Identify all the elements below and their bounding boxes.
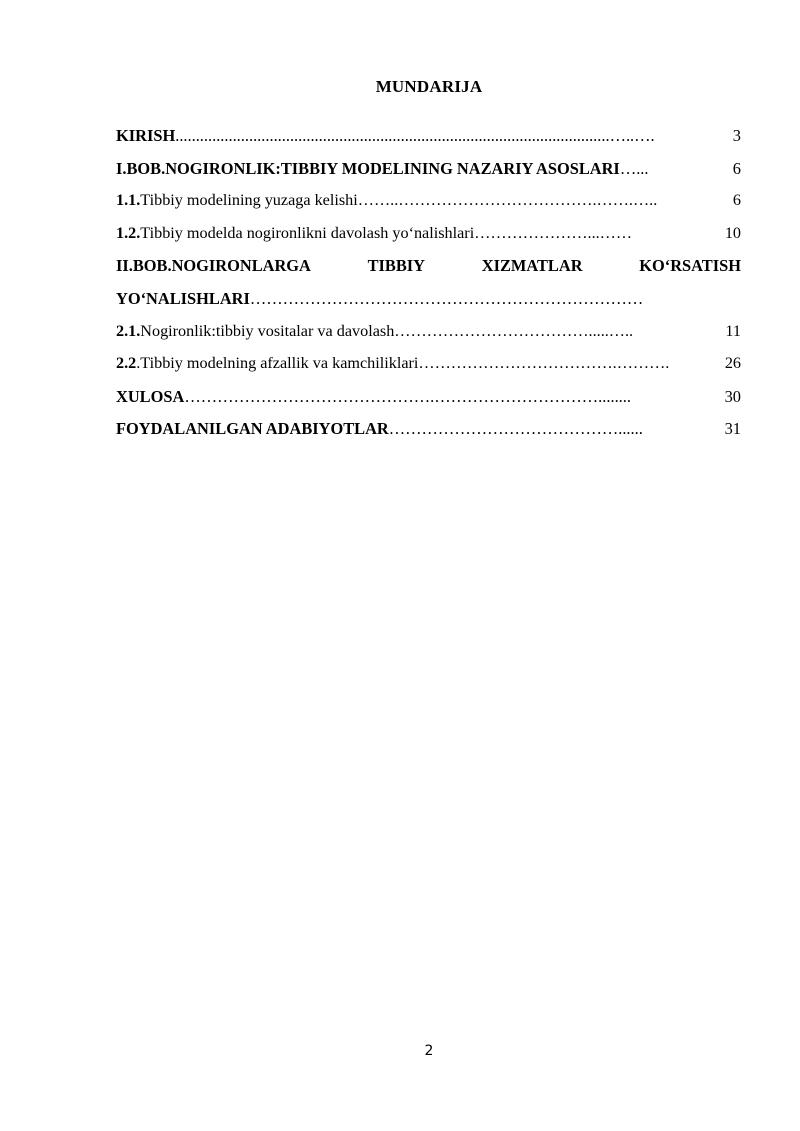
toc-leader-dots: ……………………………….....….. — [394, 321, 634, 340]
toc-leader-dots: …………………...…… — [474, 223, 633, 242]
toc-entry-label: Tibbiy modelda nogironlikni davolash yo‘nalishlari — [140, 223, 475, 242]
chapter-2-word: KO‘RSATISH — [639, 256, 741, 276]
toc-page-number: 26 — [724, 354, 741, 373]
toc-entry-2-1 — [116, 322, 741, 355]
toc-entry-label: YO‘NALISHLARI — [116, 288, 250, 308]
table-of-contents — [116, 126, 741, 452]
toc-entry-chapter-1 — [116, 159, 741, 192]
chapter-2-word: TIBBIY — [367, 256, 426, 276]
toc-page-number: 6 — [732, 158, 741, 178]
toc-entry-1-2 — [116, 224, 741, 257]
toc-entry-chapter-2-line-2 — [116, 289, 741, 322]
toc-page-number: 10 — [724, 223, 741, 242]
toc-entry-references — [116, 419, 741, 452]
toc-leader-dots: ……………………………………….…………………………........ — [184, 386, 631, 406]
toc-section-number: 2.2 — [116, 354, 137, 373]
toc-section-number: 1.1. — [116, 191, 141, 210]
toc-leader-dots: ……………………………………………………………… — [249, 288, 644, 308]
toc-leader-dots: ……………………………………...... — [388, 419, 643, 439]
toc-entry-1-1 — [116, 191, 741, 224]
toc-page-number: 30 — [724, 386, 741, 406]
toc-page-number: 6 — [732, 191, 741, 210]
page-title: MUNDARIJA — [375, 77, 483, 96]
toc-entry-xulosa — [116, 387, 741, 420]
toc-leader-dots: ..........................................................................................................…..…. — [175, 126, 655, 145]
chapter-2-word: XIZMATLAR — [481, 256, 583, 276]
toc-entry-label: KIRISH — [116, 126, 176, 145]
toc-entry-label: FOYDALANILGAN ADABIYOTLAR — [116, 419, 389, 439]
toc-entry-2-2 — [116, 354, 741, 387]
page-number: 2 — [424, 1043, 434, 1059]
toc-page-number: 3 — [732, 126, 741, 145]
toc-section-number: 2.1. — [116, 321, 141, 340]
toc-entry-label: .Tibbiy modelning afzallik va kamchiliklari — [136, 354, 419, 373]
toc-entry-label: I.BOB.NOGIRONLIK:TIBBIY MODELINING NAZARIY ASOSLARI — [116, 158, 620, 178]
toc-leader-dots: ……..……………………………….…….….. — [357, 191, 658, 210]
toc-entry-chapter-2-line-1 — [116, 256, 741, 289]
toc-entry-label: XULOSA — [116, 386, 185, 406]
toc-entry-label: Nogironlik:tibbiy vositalar va davolash — [140, 321, 395, 340]
toc-section-number: 1.2. — [116, 223, 141, 242]
chapter-2-word: II.BOB.NOGIRONLARGA — [116, 256, 311, 276]
toc-leader-dots: ……………………………….………. — [418, 354, 670, 373]
toc-entry-label: Tibbiy modelining yuzaga kelishi — [140, 191, 358, 210]
toc-page-number: 11 — [725, 321, 741, 340]
toc-entry-kirish — [116, 126, 741, 159]
toc-leader-dots: …... — [619, 158, 649, 178]
toc-page-number: 31 — [724, 419, 741, 439]
